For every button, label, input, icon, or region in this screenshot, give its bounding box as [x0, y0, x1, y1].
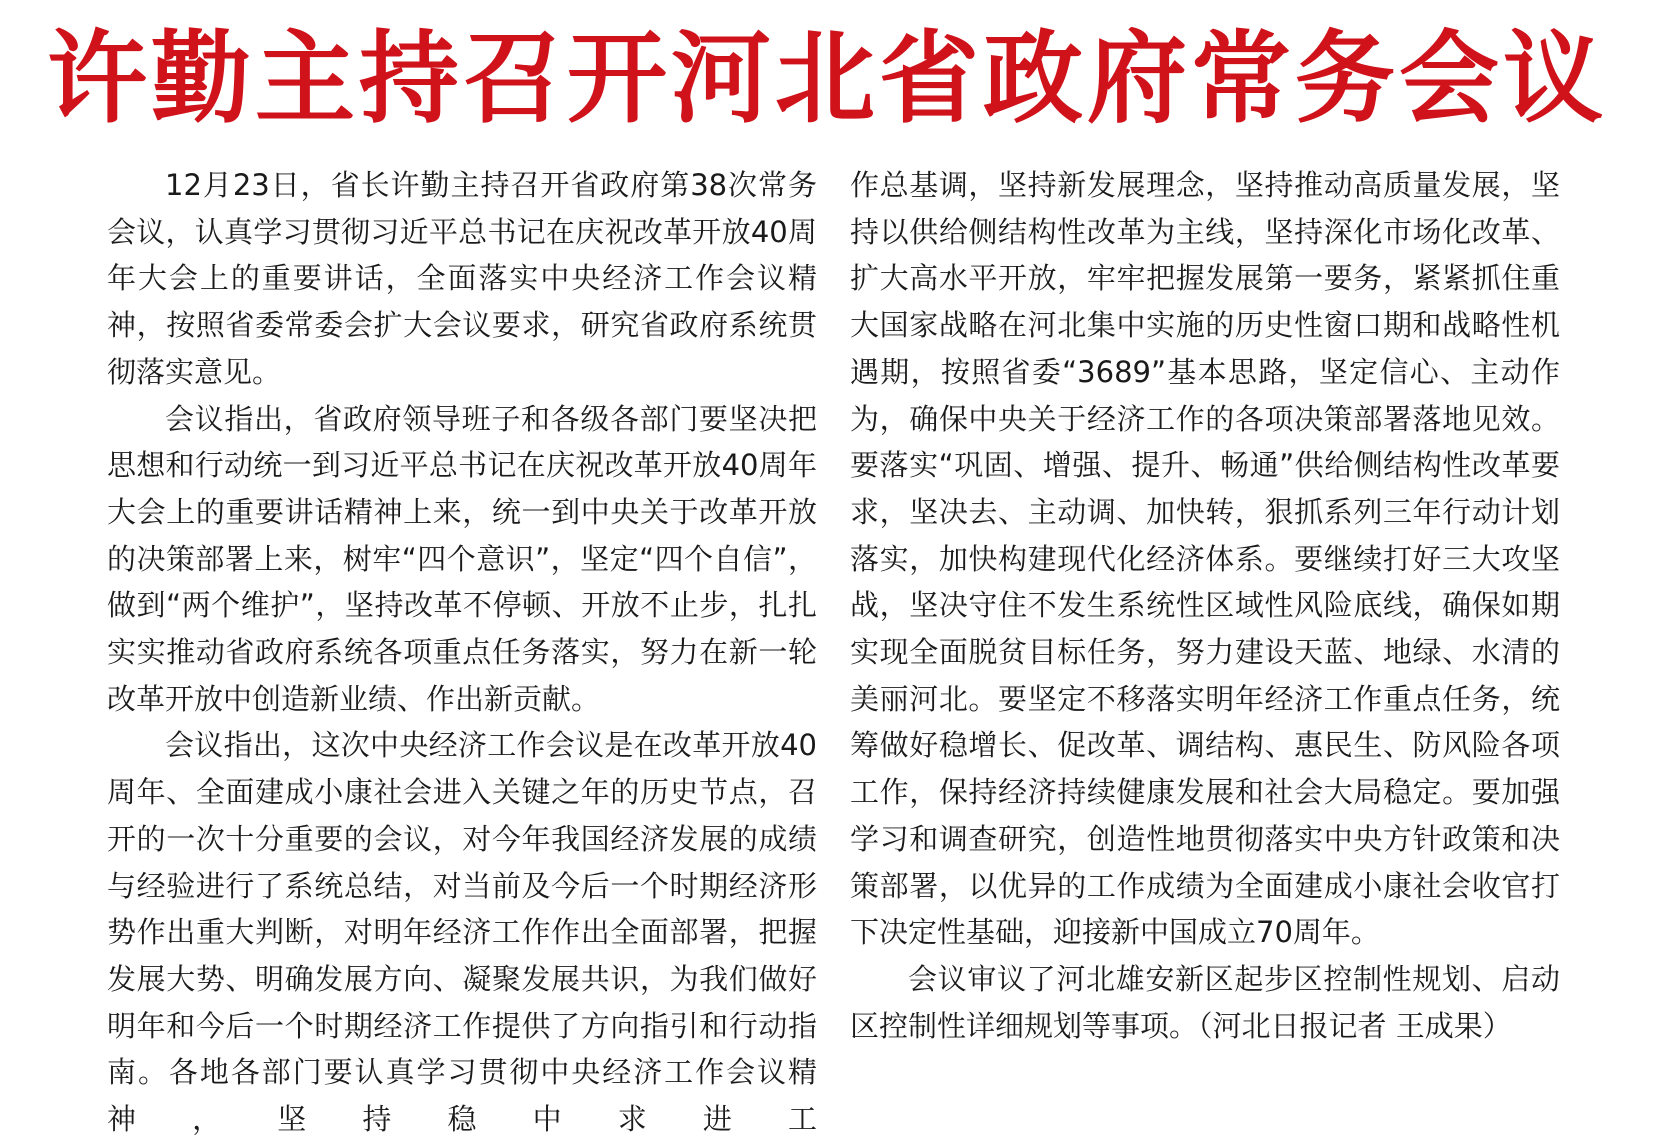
- paragraph-1: 12月23日，省长许勤主持召开省政府第38次常务会议，认真学习贯彻习近平总书记在庆祝改革开放40周年大会上的重要讲话，全面落实中央经济工作会议精神，按照省委常委会扩大会议要求，研究省政府系统贯彻落实意见。: [107, 168, 817, 389]
- paragraph-3-start: 会议指出，这次中央经济工作会议是在改革开放40周年、全面建成小康社会进入关键之年的历史节点，召开的一次十分重要的会议，对今年我国经济发展的成绩与经验进行了系统总结，对当前及今后一个时期经济形势作出重大判断，对明年经济工作作出全面部署，把握发展大势、明确发展方向、凝聚发展共识，为我们做好明年和今后一个时期经济工作提供了方向指引和行动指南。各地各部门要认真学习贯彻中央经济工作会议精神，坚持稳中求进工: [107, 728, 817, 1137]
- paragraph-3-continued: 作总基调，坚持新发展理念，坚持推动高质量发展，坚持以供给侧结构性改革为主线，坚持深化市场化改革、扩大高水平开放，牢牢把握发展第一要务，紧紧抓住重大国家战略在河北集中实施的历史性窗口期和战略性机遇期，按照省委“3689”基本思路，坚定信心、主动作为，确保中央关于经济工作的各项决策部署落地见效。要落实“巩固、增强、提升、畅通”供给侧结构性改革要求，坚决去、主动调、加快转，狠抓系列三年行动计划落实，加快构建现代化经济体系。要继续打好三大攻坚战，坚决守住不发生系统性区域性风险底线，确保如期实现全面脱贫目标任务，努力建设天蓝、地绿、水清的美丽河北。要坚定不移落实明年经济工作重点任务，统筹做好稳增长、促改革、调结构、惠民生、防风险各项工作，保持经济持续健康发展和社会大局稳定。要加强学习和调查研究，创造性地贯彻落实中央方针政策和决策部署，以优异的工作成绩为全面建成小康社会收官打下决定性基础，迎接新中国成立70周年。: [850, 168, 1560, 950]
- headline: 许勤主持召开河北省政府常务会议: [47, 19, 1607, 137]
- right-column: [850, 162, 1560, 1049]
- paragraph-2: 会议指出，省政府领导班子和各级各部门要坚决把思想和行动统一到习近平总书记在庆祝改革开放40周年大会上的重要讲话精神上来，统一到中央关于改革开放的决策部署上来，树牢“四个意识”，坚定“四个自信”，做到“两个维护”，坚持改革不停顿、开放不止步，扎扎实实推动省政府系统各项重点任务落实，努力在新一轮改革开放中创造新业绩、作出新贡献。: [107, 401, 817, 716]
- left-column: [107, 162, 817, 1143]
- paragraph-4: 会议审议了河北雄安新区起步区控制性规划、启动区控制性详细规划等事项。（河北日报记者 王成果）: [850, 961, 1560, 1043]
